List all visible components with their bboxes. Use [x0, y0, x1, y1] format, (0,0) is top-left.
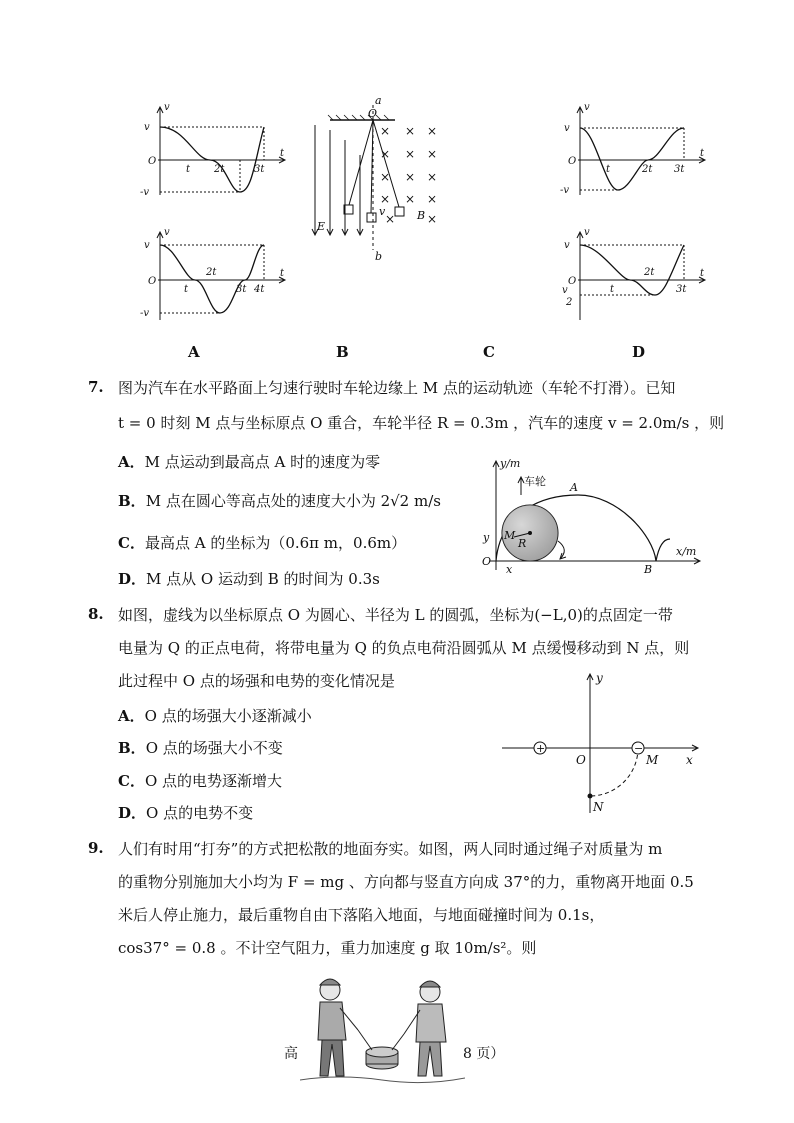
q8-stem-line3: 此过程中 O 点的场强和电势的变化情况是: [118, 672, 395, 690]
graph-4t0: 4t: [254, 284, 265, 295]
q8-origin-O: O: [576, 753, 586, 767]
graph-origin: O: [148, 156, 157, 167]
graph-axis-t: t: [700, 268, 705, 279]
q7-point-M: M: [504, 529, 516, 542]
q7-origin-O: O: [482, 555, 492, 568]
q8-stem-line2: 电量为 Q 的正点电荷，将带电量为 Q 的负点电荷沿圆弧从 M 点缓慢移动到 N 点，则: [118, 639, 690, 657]
graph-vm: v: [564, 123, 570, 134]
q8-figure-charges: [500, 668, 705, 818]
graph-t0: t: [184, 284, 189, 295]
q6-graph-D: [560, 225, 710, 325]
q8-point-N: N: [593, 800, 604, 814]
graph-3t0: 3t: [674, 164, 685, 175]
graph-2t0: 2t: [644, 267, 655, 278]
graph-2t0: 2t: [642, 164, 653, 175]
q6-graph-A-top: [140, 100, 290, 200]
q7-point-B: B: [644, 563, 653, 575]
q7-option-C-text: 最高点 A 的坐标为（0.6π m，0.6m）: [144, 534, 407, 552]
diagram-label-b: b: [375, 250, 383, 263]
diagram-label-O: O: [368, 107, 378, 120]
q7-point-A: A: [570, 481, 578, 494]
q6-option-B-label[interactable]: B: [336, 343, 349, 361]
q6-graph-A-bottom: [140, 225, 290, 325]
graph-t0: t: [610, 284, 615, 295]
graph-3t0: 3t: [676, 284, 687, 295]
q7-figure-wheel-trajectory: [478, 455, 708, 575]
q7-option-D-text: M 点从 O 运动到 B 的时间为 0.3s: [146, 570, 380, 588]
q8-option-B-label: B．: [118, 739, 146, 757]
graph-axis-t: t: [280, 148, 285, 159]
field-cross: ×: [427, 147, 438, 161]
graph-origin: O: [568, 276, 577, 287]
q8-number: 8.: [88, 605, 104, 623]
footer-left: 高: [284, 1046, 298, 1062]
field-cross: ×: [405, 147, 416, 161]
q7-option-B[interactable]: [118, 490, 441, 512]
field-cross: ×: [380, 124, 391, 138]
q9-stem-line3: 米后人停止施力，最后重物自由下落陷入地面，与地面碰撞时间为 0.1s，: [118, 906, 605, 924]
q7-option-B-label: B．: [118, 492, 146, 510]
q8-option-A-text: O 点的场强大小逐渐减小: [144, 707, 312, 725]
q6-option-A-label[interactable]: A: [188, 343, 200, 361]
q8-option-A-label: A．: [118, 707, 145, 725]
q8-option-B-text: O 点的场强大小不变: [145, 739, 283, 757]
q8-plus-charge: +: [536, 742, 546, 755]
q7-stem-line2: t = 0 时刻 M 点与坐标原点 O 重合，车轮半径 R = 0.3m ，汽车的速度 v = 2.0m/s ，则: [118, 414, 725, 432]
diagram-label-E: E: [317, 220, 326, 233]
q7-axis-y: y/m: [500, 457, 521, 470]
graph-vm: v: [564, 240, 570, 251]
graph-3t0: 3t: [236, 284, 247, 295]
diagram-label-v: v: [379, 205, 386, 218]
q7-option-C-label: C．: [118, 534, 145, 552]
q7-option-A-text: M 点运动到最高点 A 时的速度为零: [144, 453, 381, 471]
graph-half-vm-den: 2: [566, 297, 573, 308]
q8-axis-x: x: [686, 753, 693, 767]
graph-axis-t: t: [700, 148, 705, 159]
q7-option-D[interactable]: [118, 568, 380, 590]
q8-option-A[interactable]: [118, 705, 312, 727]
q7-option-C[interactable]: [118, 532, 406, 554]
q7-radius-R: R: [518, 537, 527, 550]
q7-option-B-text: M 点在圆心等高点处的速度大小为 2√2 m/s: [145, 492, 441, 510]
q8-minus-charge: −: [634, 742, 644, 755]
graph-axis-v: v: [164, 227, 170, 238]
q7-x-mark: x: [506, 563, 513, 575]
q9-stem-line1: 人们有时用“打夯”的方式把松散的地面夯实。如图，两人同时通过绳子对质量为 m: [118, 840, 663, 858]
field-cross: ×: [427, 124, 438, 138]
graph-neg-vm: -v: [140, 187, 150, 198]
q7-stem-line1: 图为汽车在水平路面上匀速行驶时车轮边缘上 M 点的运动轨迹（车轮不打滑）。已知: [118, 379, 676, 397]
q9-number: 9.: [88, 839, 104, 857]
q8-axis-y: y: [596, 671, 603, 685]
q8-stem-line1: 如图，虚线为以坐标原点 O 为圆心、半径为 L 的圆弧，坐标为(−L,0)的点固定一带: [118, 606, 673, 624]
q8-option-D[interactable]: [118, 802, 253, 824]
q7-y-mark: y: [483, 531, 490, 544]
graph-t0: t: [606, 164, 611, 175]
graph-axis-v: v: [164, 102, 170, 113]
q8-option-D-label: D．: [118, 804, 147, 822]
q6-option-D-label[interactable]: D: [632, 343, 646, 361]
graph-2t0: 2t: [214, 164, 225, 175]
q9-figure-tamping: [300, 968, 465, 1093]
field-cross: ×: [380, 147, 391, 161]
graph-origin: O: [148, 276, 157, 287]
q7-option-D-label: D．: [118, 570, 147, 588]
q7-option-A[interactable]: [118, 451, 380, 473]
field-cross: ×: [405, 192, 416, 206]
field-cross: ×: [405, 124, 416, 138]
q6-diagram-B: [305, 95, 455, 265]
q7-option-A-label: A．: [118, 453, 145, 471]
q8-point-M: M: [646, 753, 659, 767]
q8-option-C-text: O 点的电势逐渐增大: [144, 772, 283, 790]
diagram-label-a: a: [375, 95, 382, 107]
q9-stem-line2: 的重物分别施加大小均为 F = mg 、方向都与竖直方向成 37°的力，重物离开地面 0.5: [118, 873, 694, 891]
graph-vm: v: [144, 122, 150, 133]
q8-option-C[interactable]: [118, 770, 282, 792]
graph-half-vm: v: [562, 285, 568, 296]
graph-t0: t: [186, 164, 191, 175]
graph-vm: v: [144, 240, 150, 251]
field-cross: ×: [380, 192, 391, 206]
graph-2t0: 2t: [206, 267, 217, 278]
q6-graph-C-top: [560, 100, 710, 200]
graph-origin: O: [568, 156, 577, 167]
q7-number: 7.: [88, 378, 104, 396]
field-cross: ×: [427, 170, 438, 184]
q8-option-C-label: C．: [118, 772, 145, 790]
field-cross: ×: [427, 192, 438, 206]
q8-option-D-text: O 点的电势不变: [146, 804, 254, 822]
field-cross: ×: [380, 170, 391, 184]
field-cross: ×: [405, 170, 416, 184]
diagram-label-B: B: [417, 209, 426, 222]
q7-wheel-label: 车轮: [524, 475, 546, 488]
graph-axis-v: v: [584, 102, 590, 113]
q9-stem-line4: cos37° = 0.8 。不计空气阻力，重力加速度 g 取 10m/s²。则: [118, 939, 537, 957]
graph-axis-t: t: [280, 268, 285, 279]
q8-option-B[interactable]: [118, 737, 283, 759]
field-cross: ×: [385, 212, 396, 226]
q7-axis-x: x/m: [676, 545, 697, 558]
footer-right: 8 页）: [463, 1046, 505, 1062]
q6-option-C-label[interactable]: C: [483, 343, 495, 361]
graph-neg-vm: -v: [140, 308, 150, 319]
graph-3t0: 3t: [254, 164, 265, 175]
graph-neg-vm: -v: [560, 185, 570, 196]
field-cross: ×: [427, 212, 438, 226]
graph-axis-v: v: [584, 227, 590, 238]
